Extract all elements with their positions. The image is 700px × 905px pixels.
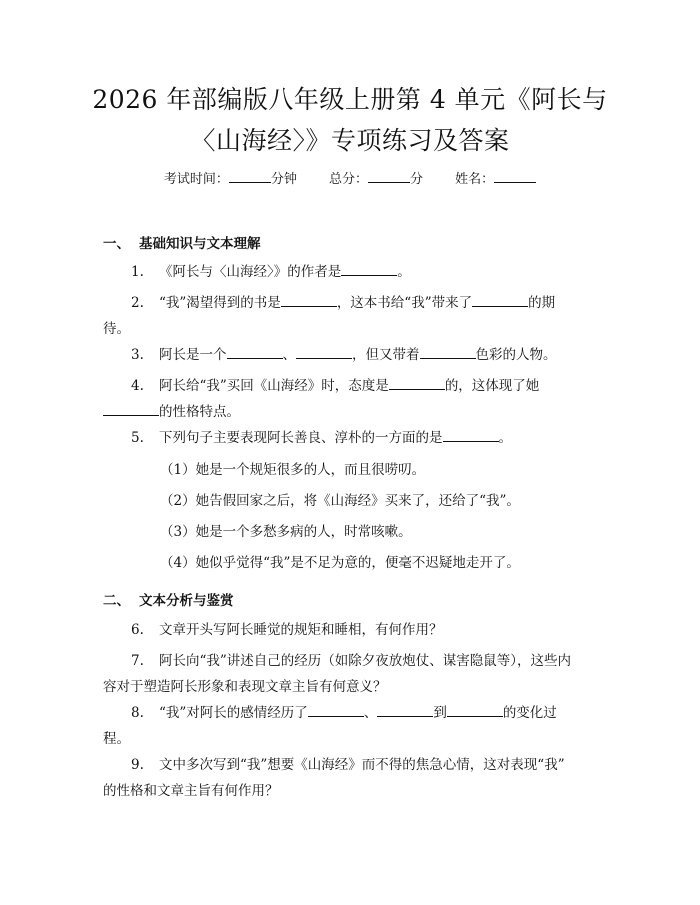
question-text: 、 [282, 347, 296, 363]
question-number: 8. [131, 705, 144, 721]
answer-blank[interactable] [281, 294, 337, 307]
question-text: “我”渴望得到的书是 [159, 295, 281, 311]
answer-blank[interactable] [341, 263, 397, 276]
question-text: 程。 [103, 731, 130, 747]
page-title-line2: 〈山海经〉》专项练习及答案 [190, 126, 510, 155]
question-text: “我”对阿长的感情经历了 [159, 705, 308, 721]
question-7 [103, 648, 588, 700]
question-number: 2. [131, 295, 144, 311]
question-text: 待。 [103, 321, 130, 337]
time-blank[interactable] [229, 170, 271, 183]
answer-blank[interactable] [227, 346, 283, 359]
question-text: 的性格和文章主旨有何作用？ [103, 783, 279, 799]
question-4 [103, 373, 588, 425]
question-text: 阿长向“我”讲述自己的经历（如除夕夜放炮仗、谋害隐鼠等），这些内 [159, 653, 572, 669]
question-text: 下列句子主要表现阿长善良、淳朴的一方面的是 [159, 430, 443, 446]
question-text: 、 [363, 705, 378, 721]
question-5 [103, 425, 588, 451]
section-number: 一、 [103, 236, 130, 252]
answer-blank[interactable] [389, 377, 445, 390]
score-label: 总分： [328, 172, 368, 187]
exam-meta [0, 168, 700, 187]
name-blank[interactable] [494, 170, 536, 183]
question-number: 3. [131, 347, 144, 363]
option-1[interactable]: （1）她是一个规矩很多的人，而且很唠叨。 [160, 462, 426, 478]
name-field [455, 172, 536, 187]
question-number: 1. [131, 264, 144, 280]
question-text: 。 [498, 430, 512, 446]
question-text: ，但又带着 [352, 347, 420, 363]
time-field [164, 172, 301, 187]
section-title: 基础知识与文本理解 [139, 236, 261, 252]
section-heading-1 [103, 232, 261, 252]
answer-blank[interactable] [443, 429, 499, 442]
question-number: 4. [131, 378, 144, 394]
question-number: 5. [131, 430, 144, 446]
question-text: 文章开头写阿长睡觉的规矩和睡相，有何作用？ [159, 622, 443, 638]
name-label: 姓名： [455, 172, 495, 187]
score-blank[interactable] [368, 170, 410, 183]
question-text: 文中多次写到“我”想要《山海经》而不得的焦急心情，这对表现“我” [159, 757, 565, 773]
score-field [329, 172, 427, 187]
question-text: 的期 [528, 295, 556, 311]
answer-blank[interactable] [377, 704, 433, 717]
question-8 [103, 700, 588, 752]
time-label: 考试时间： [163, 172, 229, 187]
option-2[interactable]: （2）她告假回家之后，将《山海经》买来了，还给了“我”。 [160, 493, 520, 509]
question-6 [103, 617, 588, 643]
question-2 [103, 290, 588, 342]
question-text: ，这本书给“我”带来了 [336, 295, 473, 311]
question-9 [103, 752, 588, 804]
question-number: 6. [131, 622, 144, 638]
section-number: 二、 [103, 593, 130, 609]
question-text: 容对于塑造阿长形象和表现文章主旨有何意义？ [103, 679, 387, 695]
answer-blank[interactable] [308, 704, 364, 717]
option-3[interactable]: （3）她是一个多愁多病的人，时常咳嗽。 [160, 524, 412, 540]
question-text: 到 [433, 705, 447, 721]
question-text: 阿长给“我”买回《山海经》时，态度是 [159, 378, 389, 394]
question-number: 7. [131, 653, 144, 669]
question-text: 色彩的人物。 [475, 347, 557, 363]
question-3 [103, 342, 588, 368]
answer-blank[interactable] [420, 346, 476, 359]
question-1 [103, 259, 588, 285]
question-text: 阿长是一个 [159, 347, 227, 363]
question-text: 的性格特点。 [159, 404, 240, 420]
section-title: 文本分析与鉴赏 [139, 593, 234, 609]
question-text: 的变化过 [502, 705, 557, 721]
question-text: 《阿长与〈山海经〉》的作者是 [159, 264, 342, 280]
page-title-line1: 2026 年部编版八年级上册第 4 单元《阿长与 [92, 85, 608, 114]
time-unit: 分钟 [270, 172, 297, 187]
answer-blank[interactable] [472, 294, 528, 307]
question-text: 。 [397, 264, 411, 280]
answer-blank[interactable] [103, 403, 159, 416]
option-4[interactable]: （4）她似乎觉得“我”是不足为意的，便毫不迟疑地走开了。 [160, 555, 520, 571]
answer-blank[interactable] [447, 704, 503, 717]
score-unit: 分 [410, 172, 424, 187]
section-heading-2 [103, 589, 234, 609]
question-text: 的，这体现了她 [444, 378, 540, 394]
question-number: 9. [131, 757, 144, 773]
answer-blank[interactable] [296, 346, 352, 359]
